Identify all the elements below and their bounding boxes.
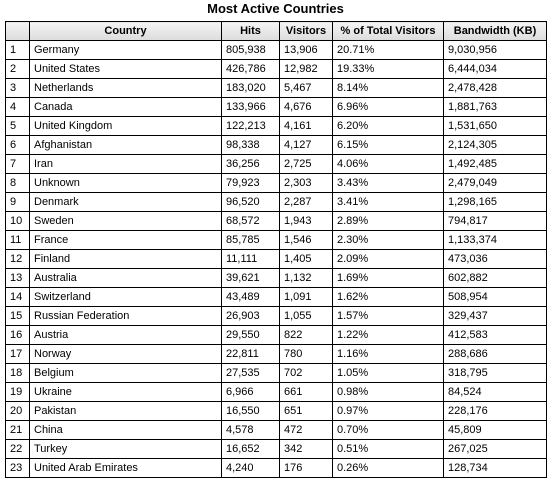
cell-hits: 805,938	[222, 41, 280, 60]
cell-bandwidth: 9,030,956	[444, 41, 547, 60]
table-row	[6, 364, 547, 383]
cell-rank: 10	[6, 212, 30, 231]
cell-rank: 16	[6, 326, 30, 345]
cell-visitors: 1,091	[280, 288, 333, 307]
cell-visitors: 472	[280, 421, 333, 440]
cell-pct: 20.71%	[333, 41, 444, 60]
cell-rank: 18	[6, 364, 30, 383]
cell-hits: 6,966	[222, 383, 280, 402]
cell-hits: 426,786	[222, 60, 280, 79]
cell-bandwidth: 2,478,428	[444, 79, 547, 98]
cell-rank: 8	[6, 174, 30, 193]
table-row	[6, 421, 547, 440]
cell-visitors: 702	[280, 364, 333, 383]
table-row	[6, 174, 547, 193]
cell-rank: 17	[6, 345, 30, 364]
cell-hits: 183,020	[222, 79, 280, 98]
cell-rank: 2	[6, 60, 30, 79]
cell-country: France	[30, 231, 222, 250]
cell-country: United States	[30, 60, 222, 79]
cell-rank: 23	[6, 459, 30, 478]
cell-bandwidth: 1,133,374	[444, 231, 547, 250]
column-header-rank	[6, 22, 30, 41]
cell-country: Finland	[30, 250, 222, 269]
cell-pct: 3.43%	[333, 174, 444, 193]
cell-visitors: 176	[280, 459, 333, 478]
table-row	[6, 307, 547, 326]
cell-pct: 0.51%	[333, 440, 444, 459]
cell-hits: 22,811	[222, 345, 280, 364]
cell-hits: 43,489	[222, 288, 280, 307]
cell-hits: 133,966	[222, 98, 280, 117]
cell-bandwidth: 318,795	[444, 364, 547, 383]
cell-hits: 26,903	[222, 307, 280, 326]
cell-visitors: 1,943	[280, 212, 333, 231]
table-row	[6, 269, 547, 288]
cell-hits: 29,550	[222, 326, 280, 345]
table-row	[6, 288, 547, 307]
cell-pct: 4.06%	[333, 155, 444, 174]
cell-pct: 6.20%	[333, 117, 444, 136]
cell-hits: 85,785	[222, 231, 280, 250]
table-row	[6, 459, 547, 478]
cell-pct: 2.09%	[333, 250, 444, 269]
table-row	[6, 212, 547, 231]
cell-visitors: 661	[280, 383, 333, 402]
cell-bandwidth: 602,882	[444, 269, 547, 288]
column-header-hits: Hits	[222, 22, 280, 41]
cell-bandwidth: 473,036	[444, 250, 547, 269]
cell-hits: 16,550	[222, 402, 280, 421]
cell-pct: 0.98%	[333, 383, 444, 402]
table-row	[6, 193, 547, 212]
table-row	[6, 402, 547, 421]
cell-hits: 16,652	[222, 440, 280, 459]
cell-hits: 96,520	[222, 193, 280, 212]
cell-country: Norway	[30, 345, 222, 364]
table-body	[6, 41, 547, 478]
cell-rank: 5	[6, 117, 30, 136]
table-row	[6, 41, 547, 60]
cell-country: Iran	[30, 155, 222, 174]
cell-country: Unknown	[30, 174, 222, 193]
cell-rank: 6	[6, 136, 30, 155]
table-row	[6, 345, 547, 364]
cell-pct: 2.89%	[333, 212, 444, 231]
cell-bandwidth: 2,124,305	[444, 136, 547, 155]
cell-visitors: 4,161	[280, 117, 333, 136]
cell-pct: 3.41%	[333, 193, 444, 212]
cell-country: Germany	[30, 41, 222, 60]
countries-table	[5, 21, 547, 478]
cell-country: Sweden	[30, 212, 222, 231]
cell-hits: 27,535	[222, 364, 280, 383]
table-row	[6, 117, 547, 136]
cell-rank: 13	[6, 269, 30, 288]
cell-rank: 19	[6, 383, 30, 402]
table-row	[6, 231, 547, 250]
cell-country: United Arab Emirates	[30, 459, 222, 478]
cell-visitors: 13,906	[280, 41, 333, 60]
table-row	[6, 60, 547, 79]
cell-pct: 6.96%	[333, 98, 444, 117]
cell-bandwidth: 84,524	[444, 383, 547, 402]
cell-country: Canada	[30, 98, 222, 117]
table-header-row	[6, 22, 547, 41]
cell-country: Australia	[30, 269, 222, 288]
cell-hits: 79,923	[222, 174, 280, 193]
cell-rank: 20	[6, 402, 30, 421]
cell-bandwidth: 45,809	[444, 421, 547, 440]
cell-country: Austria	[30, 326, 222, 345]
table-row	[6, 326, 547, 345]
cell-bandwidth: 128,734	[444, 459, 547, 478]
cell-pct: 1.05%	[333, 364, 444, 383]
cell-bandwidth: 2,479,049	[444, 174, 547, 193]
cell-hits: 98,338	[222, 136, 280, 155]
cell-visitors: 2,287	[280, 193, 333, 212]
cell-country: Denmark	[30, 193, 222, 212]
cell-pct: 8.14%	[333, 79, 444, 98]
cell-bandwidth: 1,881,763	[444, 98, 547, 117]
cell-visitors: 822	[280, 326, 333, 345]
cell-bandwidth: 1,492,485	[444, 155, 547, 174]
cell-bandwidth: 6,444,034	[444, 60, 547, 79]
table-row	[6, 383, 547, 402]
cell-visitors: 1,132	[280, 269, 333, 288]
cell-bandwidth: 228,176	[444, 402, 547, 421]
cell-visitors: 1,055	[280, 307, 333, 326]
cell-visitors: 2,303	[280, 174, 333, 193]
cell-bandwidth: 508,954	[444, 288, 547, 307]
cell-visitors: 4,127	[280, 136, 333, 155]
cell-rank: 1	[6, 41, 30, 60]
cell-bandwidth: 1,531,650	[444, 117, 547, 136]
cell-hits: 4,578	[222, 421, 280, 440]
cell-pct: 1.22%	[333, 326, 444, 345]
cell-bandwidth: 267,025	[444, 440, 547, 459]
cell-hits: 68,572	[222, 212, 280, 231]
cell-visitors: 342	[280, 440, 333, 459]
table-row	[6, 136, 547, 155]
cell-rank: 4	[6, 98, 30, 117]
cell-hits: 4,240	[222, 459, 280, 478]
cell-country: China	[30, 421, 222, 440]
cell-visitors: 5,467	[280, 79, 333, 98]
cell-visitors: 1,546	[280, 231, 333, 250]
cell-rank: 7	[6, 155, 30, 174]
table-row	[6, 79, 547, 98]
column-header-pct: % of Total Visitors	[333, 22, 444, 41]
cell-country: Pakistan	[30, 402, 222, 421]
cell-pct: 1.57%	[333, 307, 444, 326]
column-header-bandwidth: Bandwidth (KB)	[444, 22, 547, 41]
cell-rank: 3	[6, 79, 30, 98]
cell-hits: 39,621	[222, 269, 280, 288]
cell-pct: 2.30%	[333, 231, 444, 250]
cell-country: Netherlands	[30, 79, 222, 98]
cell-country: Afghanistan	[30, 136, 222, 155]
cell-hits: 36,256	[222, 155, 280, 174]
cell-pct: 0.97%	[333, 402, 444, 421]
cell-rank: 9	[6, 193, 30, 212]
cell-visitors: 4,676	[280, 98, 333, 117]
cell-pct: 1.16%	[333, 345, 444, 364]
cell-pct: 6.15%	[333, 136, 444, 155]
cell-bandwidth: 329,437	[444, 307, 547, 326]
cell-pct: 19.33%	[333, 60, 444, 79]
cell-rank: 12	[6, 250, 30, 269]
cell-country: United Kingdom	[30, 117, 222, 136]
cell-visitors: 2,725	[280, 155, 333, 174]
cell-rank: 11	[6, 231, 30, 250]
table-row	[6, 98, 547, 117]
cell-visitors: 12,982	[280, 60, 333, 79]
cell-pct: 1.69%	[333, 269, 444, 288]
cell-rank: 15	[6, 307, 30, 326]
column-header-country: Country	[30, 22, 222, 41]
cell-pct: 1.62%	[333, 288, 444, 307]
cell-visitors: 651	[280, 402, 333, 421]
cell-rank: 21	[6, 421, 30, 440]
cell-hits: 11,111	[222, 250, 280, 269]
cell-visitors: 1,405	[280, 250, 333, 269]
cell-hits: 122,213	[222, 117, 280, 136]
cell-rank: 22	[6, 440, 30, 459]
table-row	[6, 155, 547, 174]
cell-country: Ukraine	[30, 383, 222, 402]
cell-bandwidth: 288,686	[444, 345, 547, 364]
column-header-visitors: Visitors	[280, 22, 333, 41]
cell-rank: 14	[6, 288, 30, 307]
cell-bandwidth: 412,583	[444, 326, 547, 345]
cell-pct: 0.70%	[333, 421, 444, 440]
cell-country: Russian Federation	[30, 307, 222, 326]
cell-country: Belgium	[30, 364, 222, 383]
table-row	[6, 440, 547, 459]
cell-pct: 0.26%	[333, 459, 444, 478]
table-row	[6, 250, 547, 269]
cell-country: Turkey	[30, 440, 222, 459]
page-title: Most Active Countries	[207, 1, 344, 16]
cell-visitors: 780	[280, 345, 333, 364]
cell-bandwidth: 1,298,165	[444, 193, 547, 212]
cell-bandwidth: 794,817	[444, 212, 547, 231]
cell-country: Switzerland	[30, 288, 222, 307]
